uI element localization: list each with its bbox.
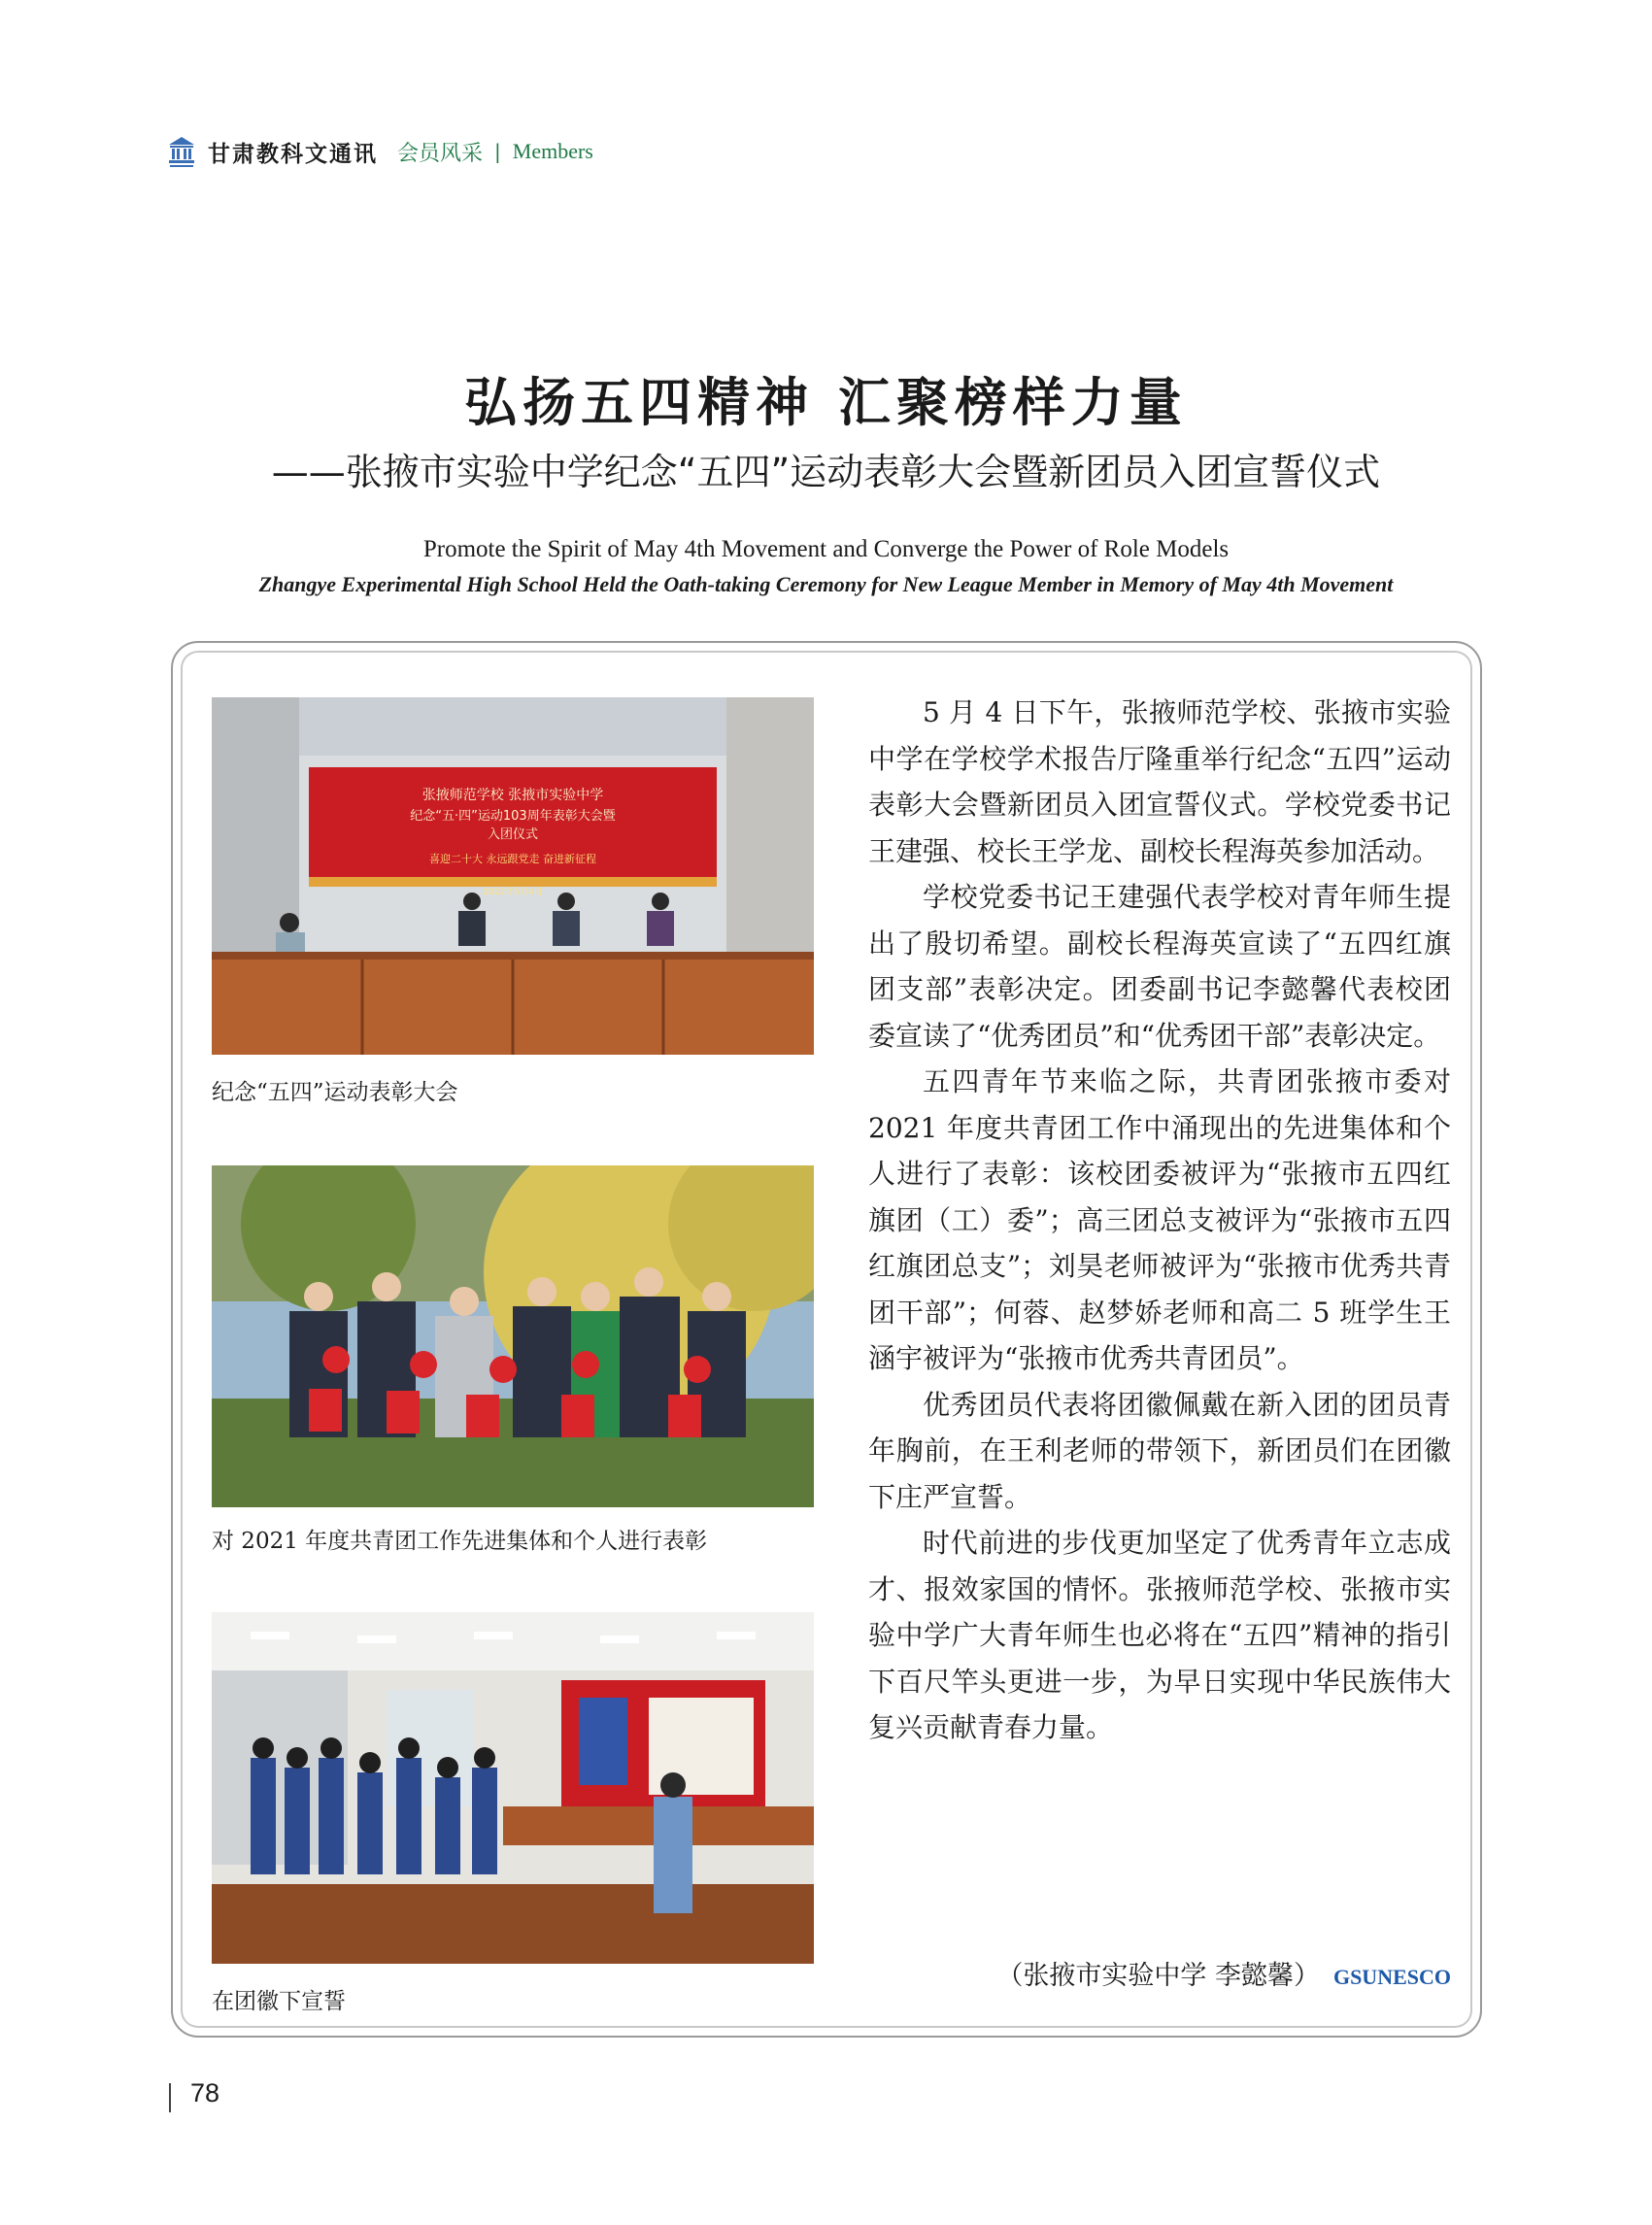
page-header <box>167 132 593 171</box>
publisher-tag: GSUNESCO <box>1332 1965 1451 1989</box>
photo-ceremony <box>212 697 814 1055</box>
screen-line-1: 张掖师范学校 张掖市实验中学 <box>421 788 604 803</box>
article-body <box>868 690 1451 1751</box>
author-credit: （张掖市实验中学 李懿馨） <box>996 1961 1320 1991</box>
article-title: 弘扬五四精神 汇聚榜样力量 <box>464 372 1188 433</box>
section-name: 会员风采 <box>397 141 484 166</box>
section-name-en: Members <box>512 139 593 163</box>
screen-line-2: 纪念“五·四”运动103周年表彰大会暨 <box>410 809 616 824</box>
article-subtitle: ——张掖市实验中学纪念“五四”运动表彰大会暨新团员入团宣誓仪式 <box>271 451 1381 493</box>
unesco-logo-icon <box>167 135 196 168</box>
caption-oath: 在团徽下宣誓 <box>212 1989 346 2014</box>
paragraph: 学校党委书记王建强代表学校对青年师生提出了殷切希望。副校长程海英宣读了“五四红旗团支部”表彰决定。团委副书记李懿馨代表校团委宣读了“优秀团员”和“优秀团干部”表彰决定。 <box>868 881 1451 1052</box>
paragraph: 优秀团员代表将团徽佩戴在新入团的团员青年胸前，在王利老师的带领下，新团员们在团徽下庄严宣誓。 <box>868 1388 1451 1513</box>
paragraph: 五四青年节来临之际，共青团张掖市委对 2021 年度共青团工作中涌现出的先进集体和个人进行了表彰：该校团委被评为“张掖市五四红旗团（工）委”；高三团总支被评为“张掖市五四红旗团总支”；刘昊老师被评为“张掖市优秀共青团干部”；何蓉、赵梦娇老师和高二 5 班学生王涵宇被评为“张掖市优秀共青团员”。 <box>868 1065 1451 1374</box>
article-subtitle-en: Zhangye Experimental High School Held the Oath-taking Ceremony for New League Member in Memory of May 4th Movement <box>258 572 1394 596</box>
paragraph: 5 月 4 日下午，张掖师范学校、张掖市实验中学在学校学术报告厅隆重举行纪念“五四”运动表彰大会暨新团员入团宣誓仪式。学校党委书记王建强、校长王学龙、副校长程海英参加活动。 <box>868 696 1451 867</box>
caption-ceremony: 纪念“五四”运动表彰大会 <box>212 1080 458 1105</box>
paragraph: 时代前进的步伐更加坚定了优秀青年立志成才、报效家国的情怀。张掖师范学校、张掖市实验中学广大青年师生也必将在“五四”精神的指引下百尺竿头更进一步，为早日实现中华民族伟大复兴贡献青春力量。 <box>868 1527 1451 1743</box>
screen-line-5: 2022年5月4日 <box>483 888 543 897</box>
screen-line-4: 喜迎二十大 永远跟党走 奋进新征程 <box>429 853 596 865</box>
photo-award-group <box>212 1165 814 1507</box>
magazine-name: 甘肃教科文通讯 <box>208 140 378 167</box>
screen-line-3: 入团仪式 <box>487 827 539 842</box>
page-number: 78 <box>190 2078 220 2107</box>
photo-oath <box>212 1612 814 1964</box>
header-separator: | <box>494 140 501 163</box>
article-signature <box>952 1954 1451 1992</box>
article-title-en: Promote the Spirit of May 4th Movement and Converge the Power of Role Models <box>422 536 1230 562</box>
footer-divider <box>169 2083 171 2112</box>
caption-award-group: 对 2021 年度共青团工作先进集体和个人进行表彰 <box>212 1529 708 1554</box>
